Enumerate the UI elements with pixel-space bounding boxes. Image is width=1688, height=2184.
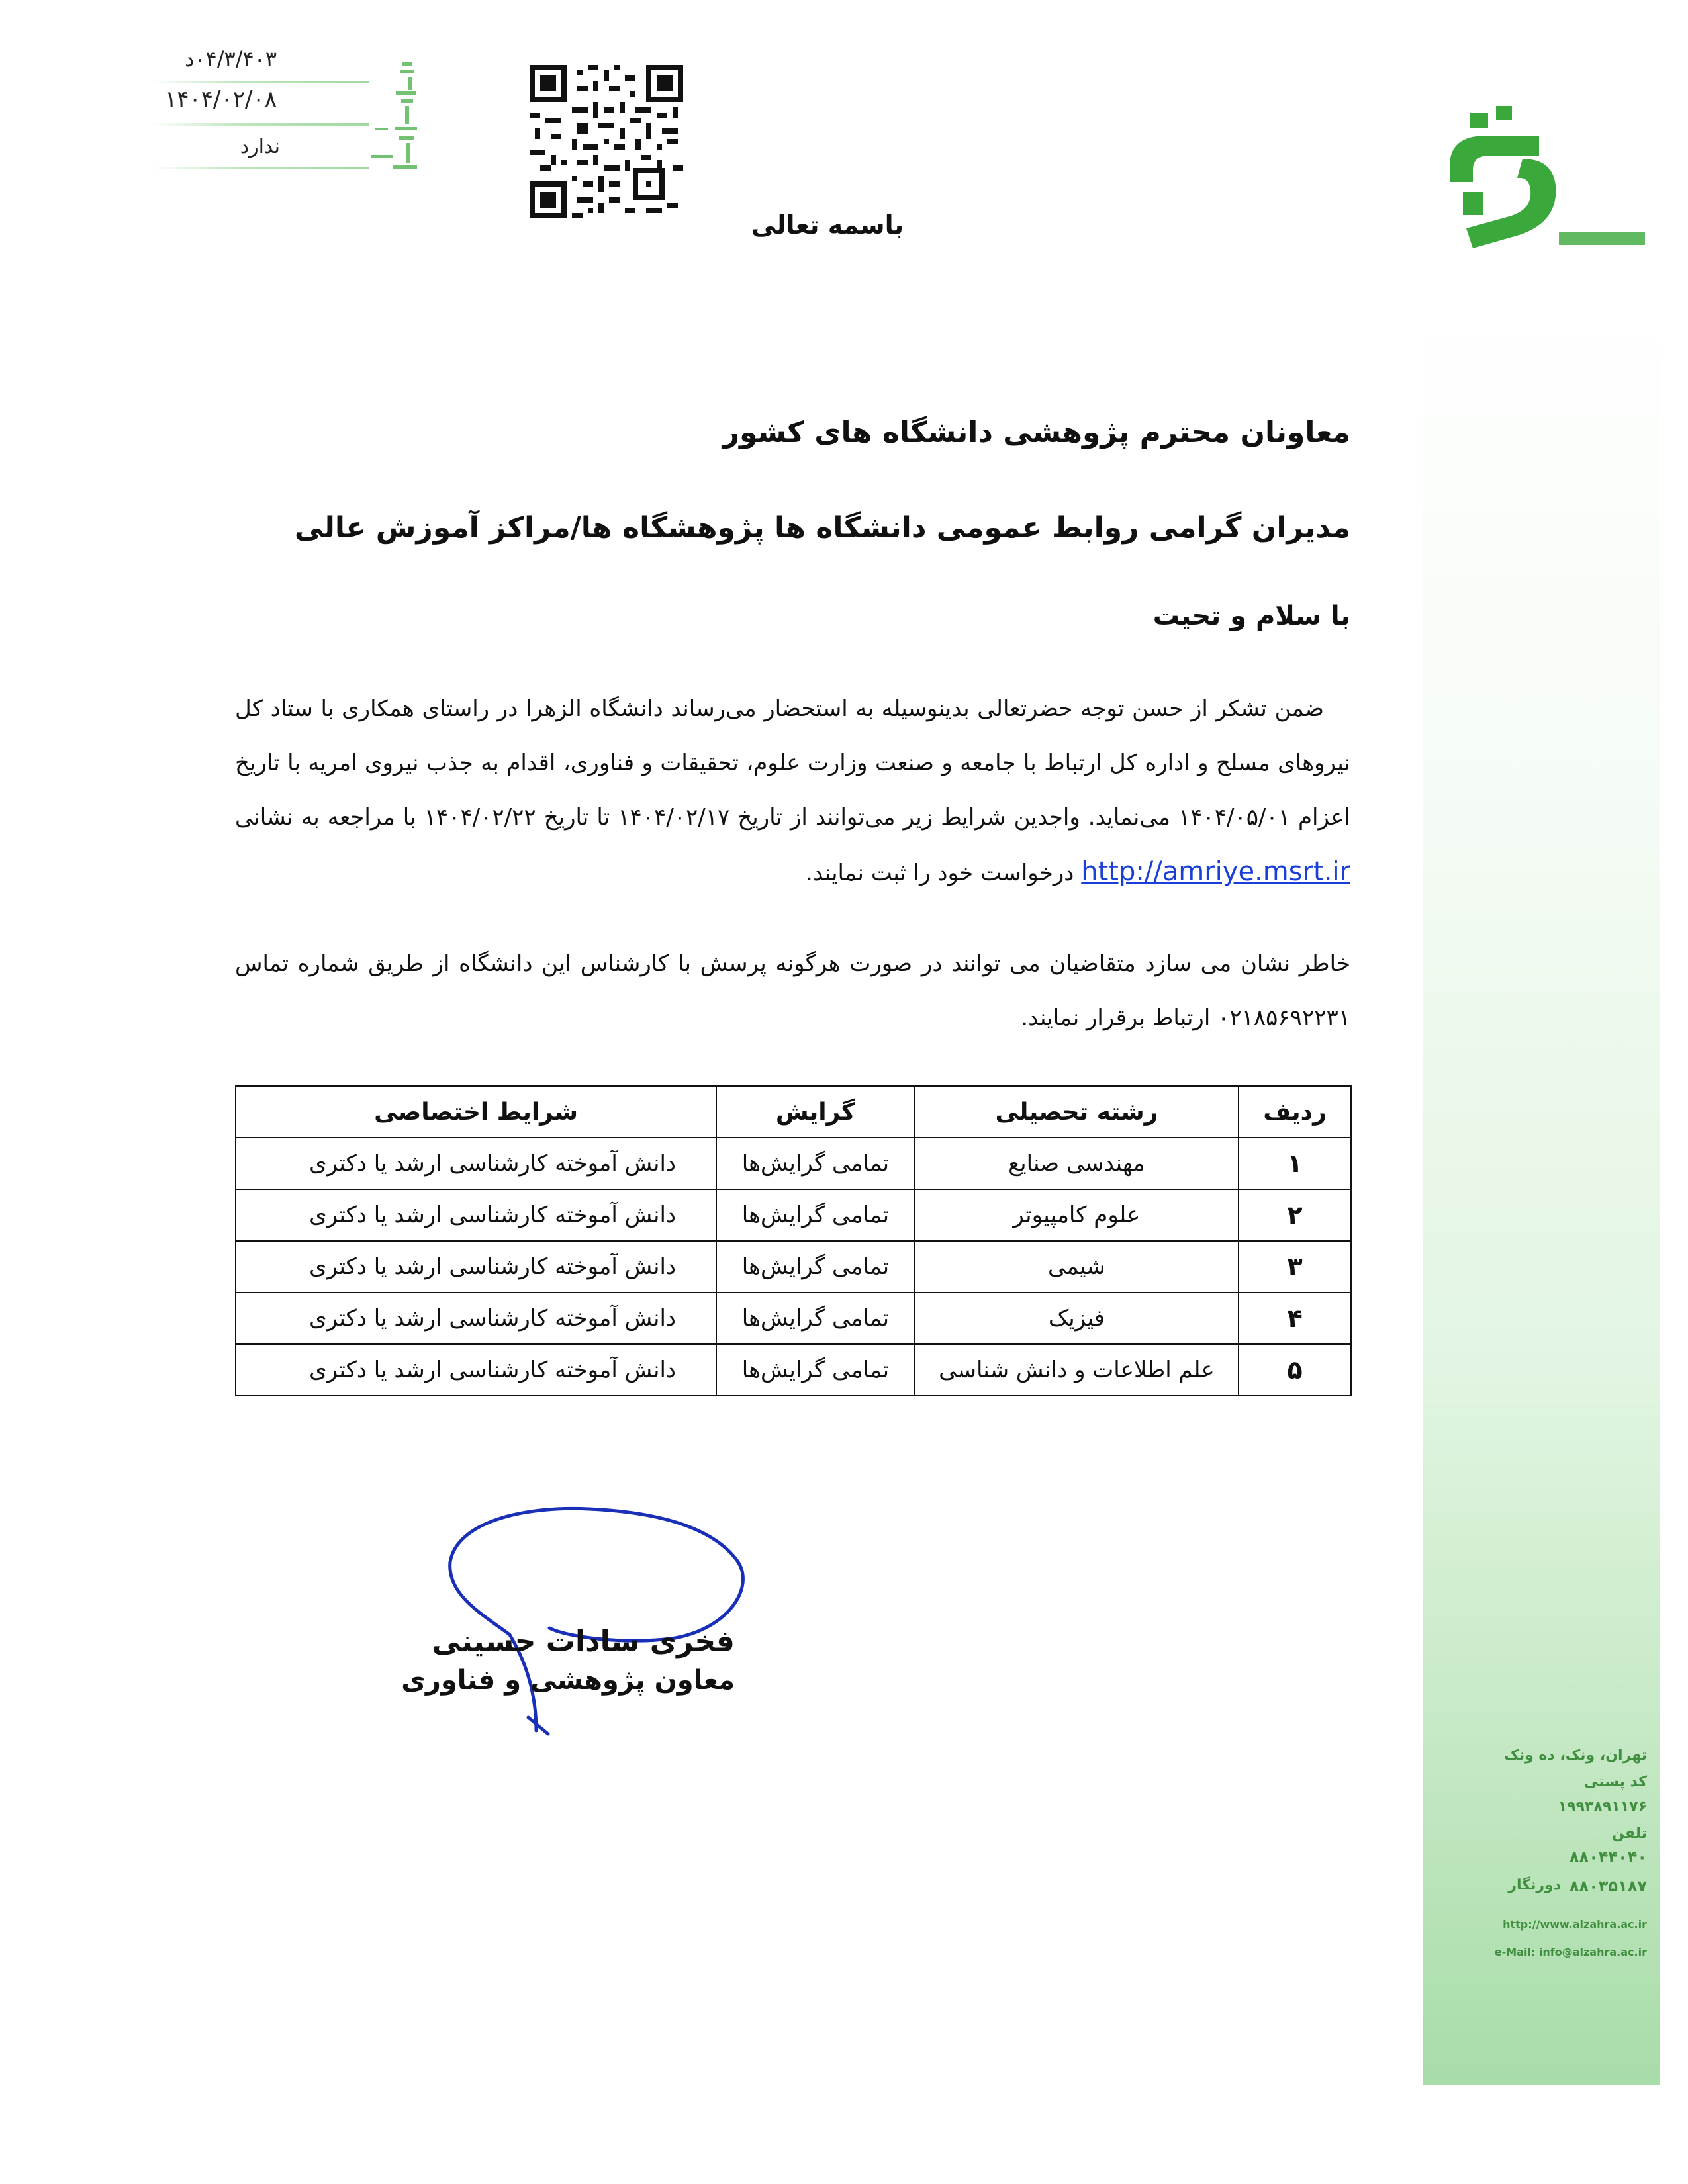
addressee-primary: معاونان محترم پژوهشی دانشگاه های کشور <box>722 416 1350 449</box>
footer-postal-label: کد پستی <box>1583 1774 1647 1790</box>
cell-branch: تمامی گرایش‌ها <box>716 1293 915 1344</box>
meta-labels-stamp <box>361 56 428 181</box>
footer-phone: ۸۸۰۴۴۰۴۰ <box>1569 1848 1647 1866</box>
footer-website: http://www.alzahra.ac.ir <box>1503 1918 1647 1931</box>
greeting: با سلام و تحیت <box>1152 601 1350 631</box>
footer-postal-code: ۱۹۹۳۸۹۱۱۷۶ <box>1558 1799 1647 1815</box>
header-row-number: ردیف <box>1239 1086 1351 1138</box>
registration-link[interactable]: http://amriye.msrt.ir <box>1081 856 1350 887</box>
cell-row-number: ۳ <box>1239 1241 1351 1293</box>
cell-row-number: ۲ <box>1239 1189 1351 1241</box>
invocation-heading: باسمه تعالی <box>751 210 904 240</box>
letter-meta-block <box>151 46 429 179</box>
table-header-row <box>236 1086 1351 1138</box>
table-row <box>236 1293 1351 1344</box>
footer-fax-label: دورنگار <box>1508 1877 1561 1893</box>
addressee-secondary: مدیران گرامی روابط عمومی دانشگاه ها پژوهشگاه ها/مراکز آموزش عالی <box>294 511 1350 545</box>
cell-branch: تمامی گرایش‌ها <box>716 1189 915 1241</box>
cell-branch: تمامی گرایش‌ها <box>716 1138 915 1189</box>
positions-table <box>235 1085 1352 1396</box>
table-row <box>236 1344 1351 1396</box>
cell-conditions: دانش آموخته کارشناسی ارشد یا دکتری <box>236 1344 716 1396</box>
letter-number: ۰۴/۳/۴۰۳د <box>185 46 277 71</box>
cell-conditions: دانش آموخته کارشناسی ارشد یا دکتری <box>236 1293 716 1344</box>
cell-field: شیمی <box>915 1241 1239 1293</box>
header-field: رشته تحصیلی <box>915 1086 1239 1138</box>
qr-code <box>530 65 683 218</box>
cell-row-number: ۴ <box>1239 1293 1351 1344</box>
cell-branch: تمامی گرایش‌ها <box>716 1344 915 1396</box>
footer-phone-label: تلفن <box>1612 1825 1647 1842</box>
footer-address: تهران، ونک، ده ونک <box>1504 1747 1647 1764</box>
cell-field: مهندسی صنایع <box>915 1138 1239 1189</box>
header-conditions: شرایط اختصاصی <box>236 1086 716 1138</box>
meta-divider <box>151 167 369 169</box>
table-row <box>236 1189 1351 1241</box>
cell-branch: تمامی گرایش‌ها <box>716 1241 915 1293</box>
table-row <box>236 1241 1351 1293</box>
university-logo <box>1423 93 1655 278</box>
cell-row-number: ۵ <box>1239 1344 1351 1396</box>
meta-divider <box>151 81 369 83</box>
para1-end-text: درخواست خود را ثبت نمایند. <box>806 860 1074 886</box>
cell-conditions: دانش آموخته کارشناسی ارشد یا دکتری <box>236 1241 716 1293</box>
cell-conditions: دانش آموخته کارشناسی ارشد یا دکتری <box>236 1138 716 1189</box>
body-paragraph-1 <box>235 682 1350 900</box>
signer-title: معاون پژوهشی و فناوری <box>401 1665 735 1696</box>
cell-field: علوم کامپیوتر <box>915 1189 1239 1241</box>
cell-row-number: ۱ <box>1239 1138 1351 1189</box>
letter-attachment: ندارد <box>240 135 280 158</box>
signer-name: فخری سادات حسینی <box>432 1625 735 1659</box>
header-branch: گرایش <box>716 1086 915 1138</box>
meta-divider <box>151 123 369 126</box>
cell-field: علم اطلاعات و دانش شناسی <box>915 1344 1239 1396</box>
para1-text: ضمن تشکر از حسن توجه حضرتعالی بدینوسیله به استحضار می‌رساند دانشگاه الزهرا در راستای همکاری با ستاد کل نیروهای مسلح و اداره کل ارتباط با جامعه و صنعت وزارت علوم، تحقیقات و فناوری، اقدام به جذب نیروی امریه با تاریخ اعزام ۱۴۰۴/۰۵/۰۱ می‌نماید. واجدین شرایط زیر می‌توانند از تاریخ ۱۴۰۴/۰۲/۱۷ تا تاریخ ۱۴۰۴/۰۲/۲۲ با مراجعه به نشانی <box>235 696 1350 831</box>
cell-conditions: دانش آموخته کارشناسی ارشد یا دکتری <box>236 1189 716 1241</box>
body-paragraph-2: خاطر نشان می سازد متقاضیان می توانند در صورت هرگونه پرسش با کارشناس این دانشگاه از طریق شماره تماس ۰۲۱۸۵۶۹۲۲۳۱ ارتباط برقرار نمایند. <box>235 950 1350 1031</box>
footer-email: e-Mail: info@alzahra.ac.ir <box>1494 1946 1647 1958</box>
letter-date: ۱۴۰۴/۰۲/۰۸ <box>164 86 277 113</box>
letterhead-contact-info <box>1435 1747 1654 2012</box>
cell-field: فیزیک <box>915 1293 1239 1344</box>
footer-fax: ۸۸۰۳۵۱۸۷ <box>1569 1877 1647 1895</box>
table-row <box>236 1138 1351 1189</box>
